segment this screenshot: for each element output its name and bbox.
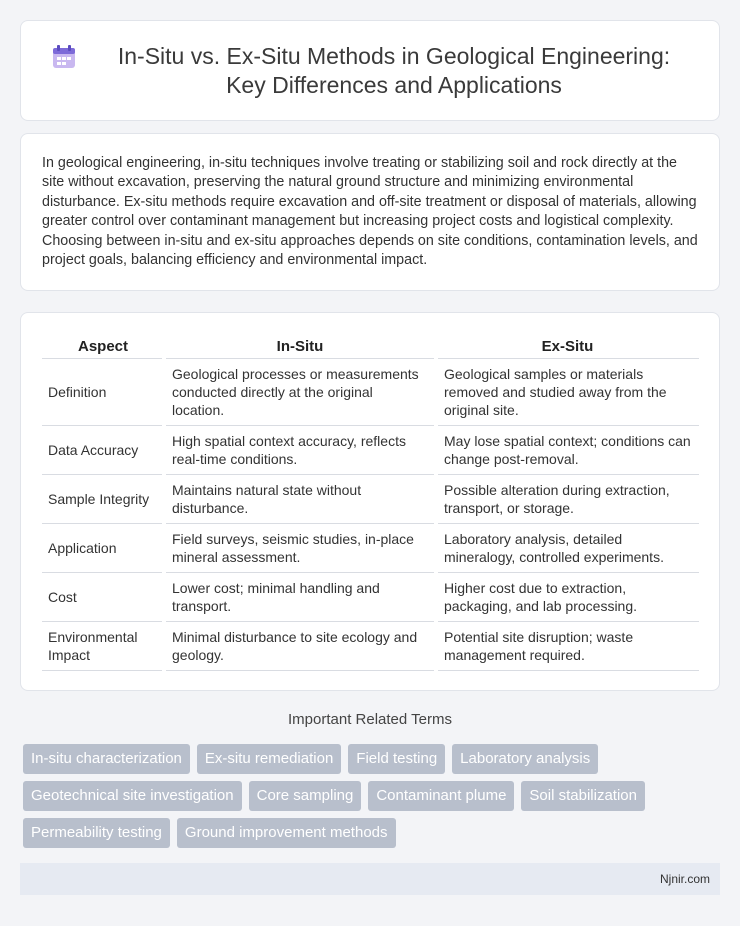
row-ex-situ: May lose spatial context; conditions can change post-removal.: [436, 425, 699, 474]
comparison-table-card: [20, 312, 720, 691]
table-row: [42, 523, 699, 572]
row-in-situ: Lower cost; minimal handling and transport.: [164, 572, 436, 621]
intro-paragraph: In geological engineering, in-situ techniques involve treating or stabilizing soil and rock directly at the site without excavation, preserving the natural ground structure and minimizing environmental disturbance. Ex-situ methods require excavation and off-site treatment or disposal of materials, allowing greater control over contaminant management but increasing project costs and logistical complexity. Choosing between in-situ and ex-situ approaches depends on site conditions, contamination levels, and project goals, balancing efficiency and environmental impact.: [42, 155, 698, 269]
row-in-situ: High spatial context accuracy, reflects real-time conditions.: [164, 425, 436, 474]
title-row: [21, 21, 719, 120]
table-row: [42, 474, 699, 523]
table-row: [42, 425, 699, 474]
footer-site-name[interactable]: Njnir.com: [659, 872, 710, 886]
tag[interactable]: Soil stabilization: [521, 781, 645, 811]
page-title: In-Situ vs. Ex-Situ Methods in Geological Engineering: Key Differences and Applications: [117, 42, 671, 98]
table-row: [42, 358, 699, 425]
row-in-situ: Maintains natural state without disturbance.: [164, 474, 436, 523]
table-row: [42, 621, 699, 670]
tag[interactable]: Permeability testing: [23, 818, 170, 848]
header-aspect: Aspect: [42, 332, 164, 358]
row-ex-situ: Higher cost due to extraction, packaging, and lab processing.: [436, 572, 699, 621]
row-aspect: Data Accuracy: [42, 425, 164, 474]
tag[interactable]: Ex-situ remediation: [197, 744, 341, 774]
row-in-situ: Geological processes or measurements conducted directly at the original location.: [164, 358, 436, 425]
row-aspect: Sample Integrity: [42, 474, 164, 523]
comparison-table: [42, 332, 699, 671]
row-ex-situ: Geological samples or materials removed and studied away from the original site.: [436, 358, 699, 425]
row-aspect: Environmental Impact: [42, 621, 164, 670]
table-row: [42, 572, 699, 621]
tag[interactable]: Geotechnical site investigation: [23, 781, 242, 811]
row-ex-situ: Possible alteration during extraction, transport, or storage.: [436, 474, 699, 523]
tag-row: [23, 781, 723, 811]
title-card: [20, 20, 720, 121]
header-in-situ: In-Situ: [164, 332, 436, 358]
row-in-situ: Field surveys, seismic studies, in-place mineral assessment.: [164, 523, 436, 572]
tag[interactable]: Ground improvement methods: [177, 818, 396, 848]
related-terms-heading: Important Related Terms: [288, 711, 452, 728]
row-aspect: Application: [42, 523, 164, 572]
tag-row: [23, 744, 723, 774]
related-terms-tags: [23, 744, 723, 855]
row-ex-situ: Laboratory analysis, detailed mineralogy, controlled experiments.: [436, 523, 699, 572]
row-in-situ: Minimal disturbance to site ecology and geology.: [164, 621, 436, 670]
tag[interactable]: Core sampling: [249, 781, 362, 811]
row-ex-situ: Potential site disruption; waste management required.: [436, 621, 699, 670]
tag[interactable]: Contaminant plume: [368, 781, 514, 811]
tag[interactable]: Laboratory analysis: [452, 744, 598, 774]
header-ex-situ: Ex-Situ: [436, 332, 699, 358]
tag[interactable]: Field testing: [348, 744, 445, 774]
tag[interactable]: In-situ characterization: [23, 744, 190, 774]
row-aspect: Cost: [42, 572, 164, 621]
footer: [20, 863, 720, 895]
calendar-icon: [51, 44, 77, 70]
row-aspect: Definition: [42, 358, 164, 425]
table-header-row: [42, 332, 699, 358]
intro-card: [20, 133, 720, 291]
tag-row: [23, 818, 723, 848]
